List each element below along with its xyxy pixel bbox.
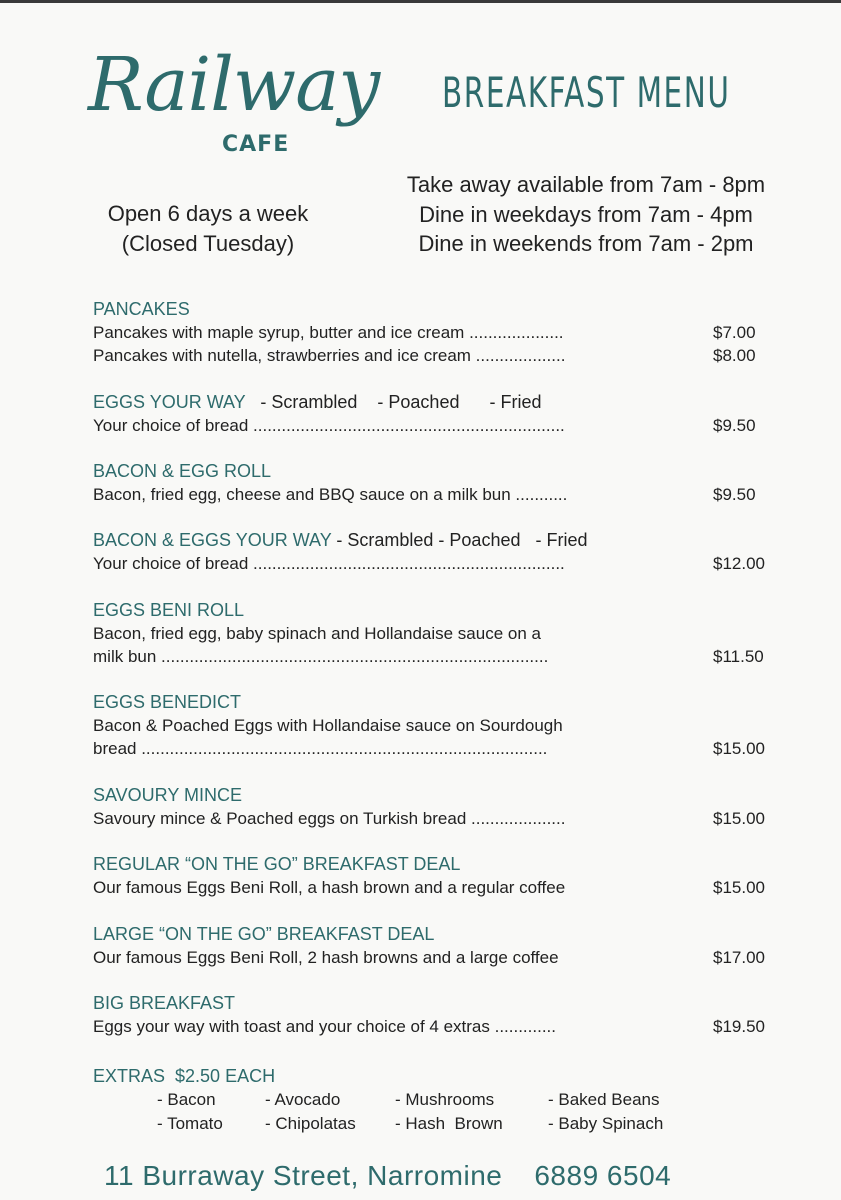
menu-item	[93, 344, 783, 367]
menu-section-large-deal	[93, 922, 783, 969]
item-price: $17.00	[713, 948, 765, 967]
item-price: $15.00	[713, 739, 765, 758]
item-description: Bacon & Poached Eggs with Hollandaise sauce on Sourdough	[93, 716, 563, 735]
section-heading	[93, 991, 783, 1015]
section-name: BACON & EGG ROLL	[93, 461, 272, 481]
railway-cafe-logo	[84, 30, 394, 190]
item-price: $8.00	[713, 346, 756, 365]
section-heading	[93, 783, 783, 807]
opening-days	[78, 199, 338, 259]
item-description: Your choice of bread ..................................................................	[93, 554, 565, 573]
open-days-line: Open 6 days a week	[107, 201, 309, 226]
opening-hours	[386, 170, 786, 259]
section-heading	[93, 528, 783, 552]
section-heading	[93, 598, 783, 622]
extras-heading: EXTRAS $2.50 EACH	[93, 1066, 276, 1086]
menu-item	[93, 552, 783, 575]
menu-item	[93, 321, 783, 344]
section-name: PANCAKES	[93, 299, 190, 319]
extra-item: - Mushrooms	[395, 1090, 495, 1109]
menu-item	[93, 414, 783, 437]
menu-section-bacon-egg-roll	[93, 459, 783, 506]
menu-section-eggs-beni-roll	[93, 598, 783, 668]
section-options: - Scrambled - Poached - Fried	[331, 530, 588, 550]
item-description: Pancakes with maple syrup, butter and ice cream ....................	[93, 323, 564, 342]
item-price: $15.00	[713, 878, 765, 897]
section-name: LARGE “ON THE GO” BREAKFAST DEAL	[93, 924, 435, 944]
extra-item: - Bacon	[157, 1090, 216, 1109]
item-description: Eggs your way with toast and your choice of 4 extras .............	[93, 1017, 556, 1036]
extra-item: - Chipolatas	[265, 1114, 356, 1133]
item-description: Savoury mince & Poached eggs on Turkish bread ....................	[93, 809, 566, 828]
section-heading	[93, 459, 783, 483]
contact-footer	[104, 1160, 671, 1192]
menu-item	[93, 622, 783, 645]
section-name: EGGS BENI ROLL	[93, 600, 245, 620]
menu-item	[93, 645, 783, 668]
menu-title: BREAKFAST MENU	[442, 68, 731, 117]
logo-script-text: Railway	[88, 42, 380, 128]
item-description: bread ......................................................................................	[93, 739, 548, 758]
menu-item	[93, 946, 783, 969]
item-description: Bacon, fried egg, baby spinach and Hollandaise sauce on a	[93, 624, 541, 643]
item-price: $15.00	[713, 809, 765, 828]
item-price: $9.50	[713, 485, 756, 504]
section-heading	[93, 690, 783, 714]
menu-item	[93, 807, 783, 830]
menu-section-big-breakfast	[93, 991, 783, 1038]
item-price: $9.50	[713, 416, 756, 435]
section-heading	[93, 852, 783, 876]
section-options: - Scrambled - Poached - Fried	[245, 392, 542, 412]
item-description: Pancakes with nutella, strawberries and ice cream ...................	[93, 346, 566, 365]
extras-section	[93, 1064, 783, 1138]
section-name: REGULAR “ON THE GO” BREAKFAST DEAL	[93, 854, 461, 874]
weekend-hours: Dine in weekends from 7am - 2pm	[418, 231, 754, 256]
menu-item	[93, 483, 783, 506]
item-description: Bacon, fried egg, cheese and BBQ sauce on a milk bun ...........	[93, 485, 568, 504]
menu-item	[93, 1015, 783, 1038]
menu-item	[93, 714, 783, 737]
extra-item: - Hash Brown	[395, 1114, 503, 1133]
section-name: BACON & EGGS YOUR WAY	[93, 530, 332, 550]
extra-item: - Baked Beans	[548, 1090, 660, 1109]
section-name: EGGS YOUR WAY	[93, 392, 246, 412]
address: 11 Burraway Street, Narromine	[104, 1160, 503, 1191]
menu-section-bacon-eggs-your-way	[93, 528, 783, 575]
menu-section-eggs-your-way	[93, 390, 783, 437]
menu-section-pancakes	[93, 297, 783, 367]
section-name: EGGS BENEDICT	[93, 692, 242, 712]
menu-item	[93, 737, 783, 760]
closed-day-line: (Closed Tuesday)	[121, 231, 295, 256]
item-description: Your choice of bread ..................................................................	[93, 416, 565, 435]
item-price: $12.00	[713, 554, 765, 573]
menu-section-eggs-benedict	[93, 690, 783, 760]
item-price: $19.50	[713, 1017, 765, 1036]
section-heading	[93, 390, 783, 414]
item-description: milk bun ..................................................................................	[93, 647, 549, 666]
menu-item	[93, 876, 783, 899]
extra-item: - Tomato	[157, 1114, 223, 1133]
menu-section-regular-deal	[93, 852, 783, 899]
section-name: SAVOURY MINCE	[93, 785, 243, 805]
section-name: BIG BREAKFAST	[93, 993, 236, 1013]
phone-number: 6889 6504	[534, 1160, 672, 1191]
weekday-hours: Dine in weekdays from 7am - 4pm	[419, 201, 753, 227]
top-border	[0, 0, 841, 3]
extra-item: - Avocado	[265, 1090, 341, 1109]
section-heading	[93, 297, 783, 321]
logo-cafe-text: CAFE	[222, 132, 290, 157]
item-price: $7.00	[713, 323, 756, 342]
item-price: $11.50	[713, 647, 764, 666]
extra-item: - Baby Spinach	[548, 1114, 664, 1133]
extras-list	[93, 1088, 783, 1138]
menu-section-savoury-mince	[93, 783, 783, 830]
section-heading	[93, 922, 783, 946]
item-description: Our famous Eggs Beni Roll, 2 hash browns and a large coffee	[93, 948, 559, 967]
takeaway-hours: Take away available from 7am - 8pm	[406, 172, 766, 197]
item-description: Our famous Eggs Beni Roll, a hash brown and a regular coffee	[93, 878, 566, 897]
